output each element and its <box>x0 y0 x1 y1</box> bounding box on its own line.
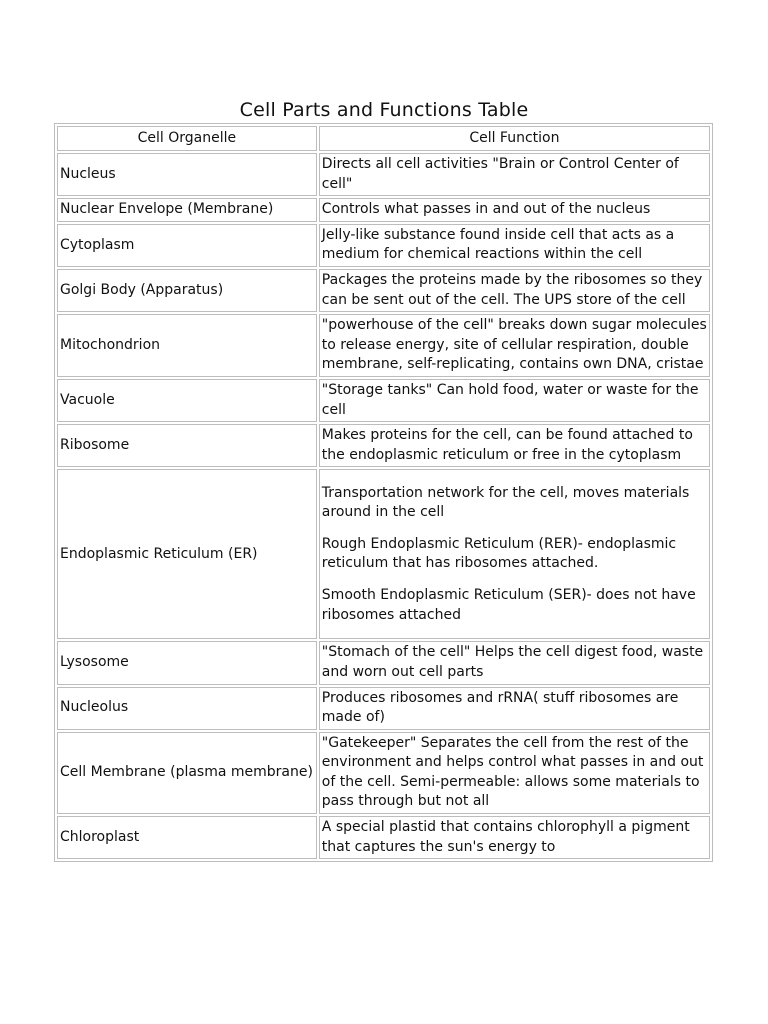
function-text: Controls what passes in and out of the nucleus <box>321 201 651 218</box>
function-text: "Gatekeeper" Separates the cell from the rest of the environment and helps control what passes in and out of the cell. Semi-permeable: allows some materials to pass through but not all <box>321 734 704 810</box>
table-row <box>57 198 710 222</box>
header-cell-organelle: Cell Organelle <box>57 126 317 151</box>
function-text: "Stomach of the cell" Helps the cell digest food, waste and worn out cell parts <box>321 644 704 680</box>
function-cell <box>319 816 710 859</box>
table-row <box>57 424 710 467</box>
function-cell <box>319 379 710 422</box>
function-text: Rough Endoplasmic Reticulum (RER)- endoplasmic reticulum that has ribosomes attached. <box>321 535 677 572</box>
table-row <box>57 379 710 422</box>
table-row <box>57 153 710 196</box>
organelle-cell: Cell Membrane (plasma membrane) <box>57 732 317 814</box>
function-text: Transportation network for the cell, moves materials around in the cell <box>321 484 690 521</box>
function-cell <box>319 269 710 312</box>
function-text: Directs all cell activities "Brain or Control Center of cell" <box>321 156 679 192</box>
organelle-cell: Endoplasmic Reticulum (ER) <box>57 469 317 639</box>
organelle-cell: Nucleolus <box>57 687 317 730</box>
function-text: Makes proteins for the cell, can be found attached to the endoplasmic reticulum or free in the cytoplasm <box>321 427 693 463</box>
table-row <box>57 687 710 730</box>
cell-functions-table <box>54 123 713 862</box>
table-row <box>57 732 710 814</box>
table-row <box>57 269 710 312</box>
function-text: Jelly-like substance found inside cell that acts as a medium for chemical reactions within the cell <box>321 226 675 263</box>
function-cell <box>319 198 710 222</box>
function-cell <box>319 153 710 196</box>
table-row <box>57 314 710 377</box>
function-text: "Storage tanks" Can hold food, water or waste for the cell <box>321 381 699 418</box>
function-cell <box>319 314 710 377</box>
function-cell <box>319 469 710 639</box>
organelle-cell: Cytoplasm <box>57 224 317 267</box>
function-text: A special plastid that contains chlorophyll a pigment that captures the sun's energy to <box>321 819 690 855</box>
organelle-cell: Vacuole <box>57 379 317 422</box>
organelle-cell: Mitochondrion <box>57 314 317 377</box>
table-header <box>57 126 710 151</box>
function-text: "powerhouse of the cell" breaks down sugar molecules to release energy, site of cellular respiration, double membrane, self-replicating, contains own DNA, cristae <box>321 317 707 373</box>
function-text: Produces ribosomes and rRNA( stuff ribosomes are made of) <box>321 689 679 726</box>
function-cell <box>319 224 710 267</box>
table-row <box>57 469 710 639</box>
organelle-cell: Nuclear Envelope (Membrane) <box>57 198 317 222</box>
function-cell <box>319 424 710 467</box>
table-header-row <box>57 126 710 151</box>
header-cell-function: Cell Function <box>319 126 710 151</box>
table-row <box>57 641 710 684</box>
function-cell <box>319 641 710 684</box>
table-body <box>57 153 710 859</box>
organelle-cell: Chloroplast <box>57 816 317 859</box>
function-text: Smooth Endoplasmic Reticulum (SER)- does not have ribosomes attached <box>321 586 696 623</box>
organelle-cell: Lysosome <box>57 641 317 684</box>
function-text: Packages the proteins made by the ribosomes so they can be sent out of the cell. The UPS store of the cell <box>321 271 703 308</box>
page-title: Cell Parts and Functions Table <box>239 99 529 121</box>
organelle-cell: Nucleus <box>57 153 317 196</box>
function-cell <box>319 687 710 730</box>
organelle-cell: Golgi Body (Apparatus) <box>57 269 317 312</box>
function-cell <box>319 732 710 814</box>
table-row <box>57 224 710 267</box>
table-row <box>57 816 710 859</box>
organelle-cell: Ribosome <box>57 424 317 467</box>
